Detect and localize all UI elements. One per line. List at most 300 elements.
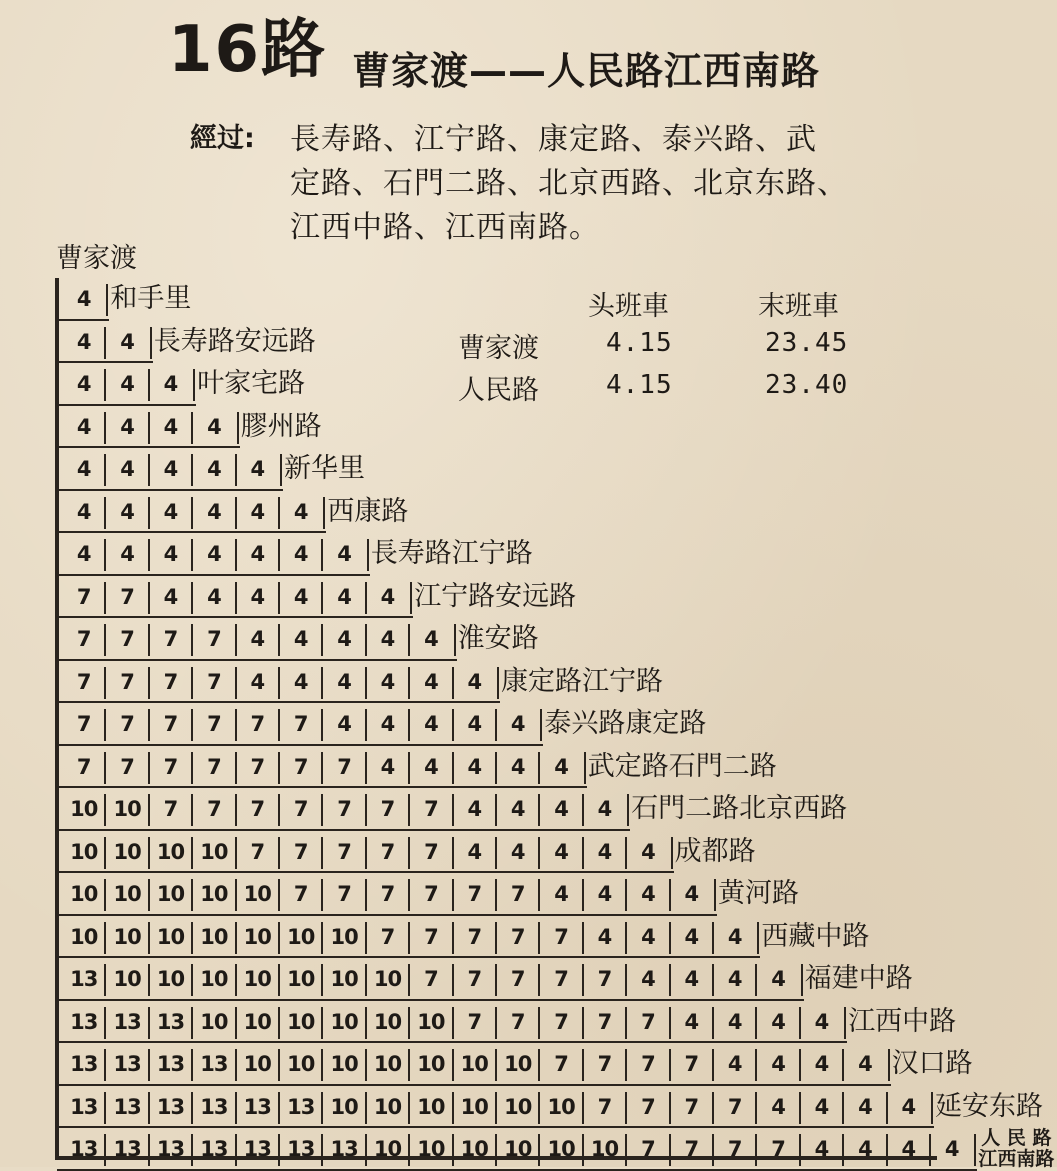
fare-cell-divider [365, 794, 367, 826]
fare-cell: 4 [858, 1052, 872, 1076]
fare-cell-divider [408, 922, 410, 954]
fare-cell: 4 [207, 584, 221, 609]
fare-cell: 4 [380, 627, 395, 651]
via-line-3: 江西中路、江西南路。 [290, 210, 600, 245]
fare-cell: 7 [510, 924, 525, 949]
stop-divider [931, 1092, 933, 1124]
fare-cell: 7 [597, 1052, 612, 1076]
fare-cell-divider [538, 752, 540, 784]
fare-cell-divider [235, 1007, 237, 1039]
fare-cell: 7 [467, 924, 482, 949]
fare-cell-divider [365, 1134, 367, 1166]
fare-cell: 7 [467, 882, 482, 906]
fare-cell: 4 [163, 542, 178, 566]
fare-cell: 7 [424, 882, 438, 906]
fare-cell: 4 [727, 1052, 742, 1076]
fare-cell-divider [191, 879, 193, 911]
stop-divider [584, 752, 586, 784]
fare-cell: 10 [504, 1094, 532, 1119]
fare-cell-divider [278, 582, 280, 614]
fare-cell: 10 [287, 924, 315, 949]
fare-cell-divider [712, 1092, 714, 1124]
fare-cell-divider [148, 922, 150, 954]
fare-cell: 10 [200, 924, 228, 949]
fare-cell-divider [148, 1007, 150, 1039]
fare-cell: 10 [330, 924, 358, 949]
stop-divider [801, 964, 803, 996]
fare-cell-divider [148, 369, 150, 401]
fare-cell-divider [148, 709, 150, 741]
fare-cell: 7 [120, 627, 134, 651]
fare-cell: 10 [287, 967, 315, 991]
fare-cell: 4 [814, 1137, 829, 1161]
fare-cell: 7 [467, 1009, 482, 1034]
fare-cell: 4 [76, 329, 91, 354]
fare-cell: 13 [156, 1052, 185, 1076]
fare-cell: 4 [207, 457, 221, 481]
fare-cell-divider [104, 1134, 106, 1166]
fare-cell-divider [842, 1049, 844, 1081]
stop-name: 西康路 [327, 495, 409, 527]
fare-cell: 13 [200, 1094, 228, 1119]
fare-cell-divider [669, 879, 671, 911]
fare-cell: 7 [250, 754, 265, 779]
fare-cell: 4 [163, 584, 178, 609]
fare-cell-divider [408, 1092, 410, 1124]
fare-cell: 7 [337, 839, 351, 864]
fare-cell-divider [321, 922, 323, 954]
fare-cell-divider [104, 369, 106, 401]
fare-cell: 7 [250, 839, 265, 864]
stop-name: 武定路石門二路 [587, 750, 777, 782]
fare-cell: 7 [554, 967, 568, 991]
fare-cell: 7 [163, 712, 178, 736]
fare-cell: 7 [120, 584, 134, 609]
fare-cell-divider [104, 1049, 106, 1081]
fare-cell-divider [148, 582, 150, 614]
fare-cell-divider [235, 752, 237, 784]
fare-cell-divider [669, 1134, 671, 1166]
fare-cell: 7 [424, 797, 438, 821]
fare-cell: 7 [424, 924, 438, 949]
fare-cell: 7 [207, 627, 221, 651]
fare-cell: 7 [684, 1094, 699, 1119]
start-stop-label: 曹家渡 [56, 243, 137, 274]
fare-cell-divider [452, 794, 454, 826]
fare-cell: 10 [330, 1094, 358, 1119]
fare-cell: 13 [330, 1137, 358, 1161]
fare-cell-divider [886, 1134, 888, 1166]
fare-cell-divider [755, 1092, 757, 1124]
fare-cell-divider [235, 922, 237, 954]
fare-cell: 7 [293, 754, 308, 779]
fare-cell-divider [538, 964, 540, 996]
fare-cell-divider [799, 1134, 801, 1166]
fare-cell: 10 [330, 1009, 358, 1034]
fare-cell-divider [235, 539, 237, 571]
fare-cell-divider [755, 1007, 757, 1039]
fare-cell-divider [625, 879, 627, 911]
fare-cell-divider [452, 1134, 454, 1166]
fare-cell-divider [582, 1092, 584, 1124]
stop-name: 黄河路 [718, 878, 799, 909]
fare-cell: 4 [424, 712, 438, 736]
fare-cell-divider [625, 837, 627, 869]
fare-cell-divider [625, 1049, 627, 1081]
fare-cell-divider [235, 667, 237, 699]
fare-cell-divider [582, 922, 584, 954]
fare-cell: 7 [207, 797, 221, 821]
fare-cell-divider [191, 794, 193, 826]
fare-cell: 4 [337, 584, 351, 609]
fare-cell: 4 [944, 1137, 959, 1161]
stop-divider [540, 709, 542, 741]
fare-cell-divider [495, 1092, 497, 1124]
fare-cell-divider [582, 964, 584, 996]
fare-cell: 7 [380, 882, 395, 906]
fare-cell-divider [625, 922, 627, 954]
fare-cell-divider [321, 582, 323, 614]
stop-divider [193, 369, 195, 401]
fare-cell-divider [538, 794, 540, 826]
fare-cell: 13 [70, 1009, 98, 1034]
fare-cell-divider [235, 1092, 237, 1124]
fare-cell-divider [408, 667, 410, 699]
stop-name: 新华里 [284, 453, 365, 484]
fare-cell-divider [452, 1049, 454, 1081]
fare-cell-divider [191, 837, 193, 869]
fare-cell: 4 [163, 457, 178, 481]
fare-cell-divider [191, 964, 193, 996]
fare-cell-divider [191, 1092, 193, 1124]
fare-cell: 4 [510, 839, 525, 864]
fare-cell: 7 [293, 882, 308, 906]
fare-cell-divider [104, 964, 106, 996]
fare-cell: 4 [814, 1009, 829, 1034]
fare-cell: 7 [120, 754, 134, 779]
fare-cell-divider [408, 709, 410, 741]
fare-cell: 7 [207, 669, 221, 694]
fare-cell: 4 [120, 542, 134, 566]
fare-cell: 4 [554, 754, 568, 779]
fare-cell-divider [669, 1007, 671, 1039]
stop-divider [627, 794, 629, 826]
fare-cell-divider [148, 964, 150, 996]
fare-cell-divider [755, 964, 757, 996]
fare-cell: 4 [250, 669, 265, 694]
fare-cell: 10 [70, 882, 98, 906]
fare-cell: 10 [200, 882, 228, 906]
fare-cell-divider [799, 1092, 801, 1124]
fare-cell: 10 [330, 1052, 358, 1076]
fare-cell: 7 [250, 712, 265, 736]
fare-cell: 4 [293, 499, 308, 524]
fare-cell: 4 [597, 839, 612, 864]
stop-name: 西藏中路 [761, 920, 870, 952]
fare-cell-divider [104, 454, 106, 486]
fare-cell: 7 [293, 797, 308, 821]
fare-cell: 7 [293, 839, 308, 864]
fare-cell: 13 [156, 1094, 185, 1119]
stop-name: 江宁路安远路 [414, 580, 577, 612]
fare-cell-divider [669, 964, 671, 996]
fare-cell-divider [321, 1134, 323, 1166]
fare-cell-divider [104, 539, 106, 571]
fare-cell: 7 [337, 797, 351, 821]
stop-name: 長寿路江宁路 [370, 538, 533, 569]
fare-cell: 4 [858, 1137, 872, 1161]
fare-cell-divider [408, 964, 410, 996]
fare-cell: 4 [814, 1094, 829, 1119]
stop-name: 石門二路北京西路 [631, 793, 848, 824]
fare-cell-divider [321, 667, 323, 699]
schedule-row-2-last: 23.40 [765, 370, 849, 400]
fare-cell: 4 [337, 669, 351, 694]
fare-cell-divider [104, 794, 106, 826]
fare-cell: 7 [293, 712, 308, 736]
fare-cell: 4 [76, 542, 91, 566]
fare-cell: 10 [373, 1052, 402, 1076]
fare-cell-divider [365, 667, 367, 699]
fare-cell: 13 [113, 1052, 141, 1076]
fare-cell-divider [148, 624, 150, 656]
stop-divider [757, 922, 759, 954]
fare-cell: 4 [727, 1009, 742, 1034]
stop-name: 叶家宅路 [197, 368, 306, 399]
fare-cell: 7 [510, 967, 525, 991]
fare-cell-divider [278, 752, 280, 784]
fare-cell-divider [365, 582, 367, 614]
end-stop-name [978, 1128, 1054, 1170]
fare-cell: 4 [641, 882, 655, 906]
fare-cell-divider [235, 709, 237, 741]
fare-cell: 4 [250, 499, 265, 524]
schedule-header-first: 头班車 [588, 291, 669, 322]
fare-cell-divider [625, 1092, 627, 1124]
end-stop-line-2: 江西南路 [978, 1148, 1055, 1170]
fare-cell-divider [712, 1134, 714, 1166]
fare-cell: 4 [293, 627, 308, 651]
fare-cell: 4 [337, 627, 351, 651]
fare-cell-divider [321, 794, 323, 826]
stop-divider [844, 1007, 846, 1039]
fare-cell-divider [321, 1092, 323, 1124]
fare-cell-divider [148, 539, 150, 571]
fare-cell: 4 [467, 669, 482, 694]
fare-cell-divider [235, 837, 237, 869]
fare-cell: 7 [76, 584, 91, 609]
fare-cell: 10 [113, 967, 141, 991]
fare-cell-divider [452, 922, 454, 954]
fare-cell: 4 [858, 1094, 872, 1119]
stop-divider [106, 284, 108, 316]
via-line-2: 定路、石門二路、北京西路、北京东路、 [290, 166, 848, 201]
fare-cell: 4 [467, 839, 482, 864]
fare-cell: 4 [597, 924, 612, 949]
fare-cell: 7 [337, 882, 351, 906]
fare-cell: 4 [120, 414, 134, 439]
fare-cell-divider [495, 1049, 497, 1081]
fare-cell: 4 [554, 839, 568, 864]
fare-cell-divider [799, 1049, 801, 1081]
fare-cell: 10 [70, 924, 98, 949]
schedule-row-2-stop: 人民路 [458, 375, 539, 406]
fare-cell: 4 [510, 754, 525, 779]
fare-cell: 7 [554, 1052, 568, 1076]
fare-cell-divider [365, 709, 367, 741]
fare-cell-divider [495, 1134, 497, 1166]
fare-cell: 13 [243, 1137, 271, 1161]
fare-cell-divider [104, 837, 106, 869]
fare-cell: 10 [417, 1052, 445, 1076]
fare-cell-divider [495, 879, 497, 911]
fare-cell-divider [191, 454, 193, 486]
fare-cell: 7 [554, 924, 568, 949]
fare-cell-divider [582, 1049, 584, 1081]
via-line-1: 長寿路、江宁路、康定路、泰兴路、武 [290, 122, 817, 157]
fare-cell: 7 [771, 1137, 785, 1161]
fare-cell-divider [191, 1134, 193, 1166]
row-rule [57, 1169, 977, 1171]
fare-cell: 10 [417, 1009, 445, 1034]
fare-cell-divider [235, 879, 237, 911]
fare-cell-divider [191, 624, 193, 656]
fare-cell: 4 [467, 754, 482, 779]
fare-cell-divider [148, 1092, 150, 1124]
fare-cell-divider [538, 1049, 540, 1081]
fare-cell: 4 [467, 797, 482, 821]
fare-cell: 7 [76, 627, 91, 651]
fare-cell: 7 [641, 1137, 655, 1161]
fare-cell-divider [495, 837, 497, 869]
schedule-header-last: 末班車 [758, 291, 839, 322]
stop-name: 汉口路 [891, 1048, 973, 1079]
fare-cell: 10 [460, 1052, 488, 1076]
fare-cell: 10 [287, 1052, 315, 1076]
fare-cell: 7 [641, 1052, 655, 1076]
fare-cell-divider [278, 497, 280, 529]
fare-cell-divider [321, 1049, 323, 1081]
fare-cell-divider [104, 327, 106, 359]
fare-cell-divider [669, 1049, 671, 1081]
fare-cell: 13 [243, 1094, 271, 1119]
route-number: 16路 [168, 13, 328, 87]
fare-cell-divider [452, 879, 454, 911]
fare-cell: 13 [70, 967, 98, 991]
fare-cell: 13 [70, 1137, 98, 1161]
fare-cell: 7 [554, 1009, 568, 1034]
fare-cell-divider [321, 879, 323, 911]
fare-cell-divider [278, 624, 280, 656]
fare-cell-divider [104, 582, 106, 614]
fare-cell: 10 [547, 1094, 575, 1119]
fare-cell: 10 [504, 1137, 532, 1161]
fare-cell-divider [452, 667, 454, 699]
fare-cell-divider [625, 964, 627, 996]
fare-cell-divider [191, 922, 193, 954]
fare-cell: 4 [207, 542, 221, 566]
fare-cell-divider [452, 1007, 454, 1039]
fare-cell-divider [365, 922, 367, 954]
fare-cell: 4 [901, 1094, 916, 1119]
fare-cell: 10 [547, 1137, 575, 1161]
fare-cell-divider [929, 1134, 931, 1166]
fare-cell-divider [104, 709, 106, 741]
fare-cell: 4 [771, 1052, 785, 1076]
schedule-row-1-stop: 曹家渡 [458, 333, 539, 364]
fare-cell: 4 [684, 1009, 699, 1034]
fare-cell-divider [321, 709, 323, 741]
fare-cell: 10 [417, 1137, 445, 1161]
fare-cell: 4 [250, 627, 265, 651]
fare-cell-divider [582, 837, 584, 869]
fare-cell-divider [191, 497, 193, 529]
fare-cell: 10 [417, 1094, 445, 1119]
fare-cell: 13 [70, 1052, 98, 1076]
fare-cell: 10 [156, 839, 185, 864]
stop-name: 延安东路 [935, 1090, 1043, 1122]
fare-cell-divider [408, 1049, 410, 1081]
fare-cell-divider [278, 667, 280, 699]
fare-cell: 7 [597, 1094, 612, 1119]
fare-cell: 4 [424, 754, 438, 779]
fare-cell-divider [148, 497, 150, 529]
fare-cell-divider [365, 964, 367, 996]
fare-cell-divider [321, 624, 323, 656]
fare-cell: 4 [120, 329, 134, 354]
fare-cell-divider [408, 1134, 410, 1166]
fare-cell: 7 [163, 669, 178, 694]
fare-cell: 10 [200, 839, 228, 864]
fare-cell-divider [104, 922, 106, 954]
fare-cell: 4 [641, 839, 655, 864]
fare-cell: 4 [293, 669, 308, 694]
fare-cell: 10 [243, 1052, 271, 1076]
fare-cell-divider [321, 752, 323, 784]
fare-cell: 13 [113, 1137, 141, 1161]
fare-cell: 4 [727, 924, 742, 949]
fare-cell-divider [235, 582, 237, 614]
fare-cell: 10 [156, 967, 185, 991]
fare-cell-divider [495, 752, 497, 784]
via-label: 經过: [190, 123, 255, 154]
fare-cell-divider [365, 1049, 367, 1081]
fare-cell-divider [582, 794, 584, 826]
fare-cell-divider [582, 1134, 584, 1166]
fare-cell-divider [365, 1092, 367, 1124]
fare-cell-divider [278, 879, 280, 911]
fare-cell-divider [538, 1134, 540, 1166]
fare-cell: 13 [156, 1137, 185, 1161]
fare-cell: 4 [163, 499, 178, 524]
fare-cell: 4 [76, 414, 91, 439]
fare-cell: 7 [120, 712, 134, 736]
fare-cell-divider [669, 1092, 671, 1124]
fare-cell: 10 [460, 1094, 488, 1119]
fare-cell: 4 [120, 457, 134, 481]
stop-name: 康定路江宁路 [501, 665, 663, 697]
fare-cell-divider [538, 1007, 540, 1039]
fare-cell-divider [452, 964, 454, 996]
fare-cell: 13 [200, 1137, 228, 1161]
fare-cell: 10 [113, 924, 141, 949]
fare-cell-divider [582, 1007, 584, 1039]
fare-cell-divider [104, 1092, 106, 1124]
fare-cell: 4 [380, 669, 395, 694]
stop-divider [410, 582, 412, 614]
fare-cell: 13 [287, 1094, 315, 1119]
fare-cell-divider [191, 539, 193, 571]
